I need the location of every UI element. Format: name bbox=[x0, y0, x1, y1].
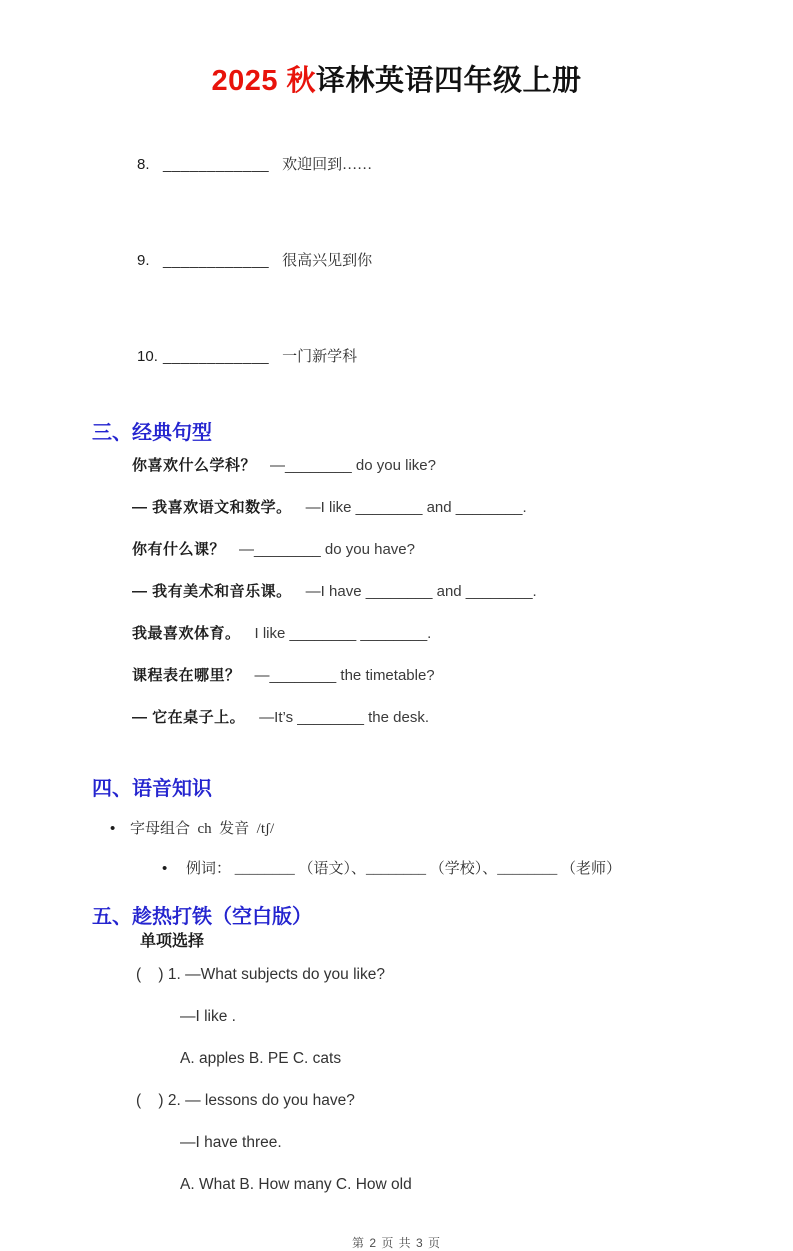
question-2-options: A. What B. How many C. How old bbox=[180, 1176, 412, 1193]
sentence-line-3 bbox=[0, 540, 793, 582]
section5-heading: 五、趁热打铁（空白版） bbox=[92, 906, 312, 928]
question-1-options: A. apples B. PE C. cats bbox=[180, 1050, 342, 1067]
english-fill-blank: —I have ________ and ________. bbox=[305, 583, 537, 600]
item-number: 9. bbox=[137, 252, 150, 269]
chinese-prompt: 我最喜欢体育。 bbox=[132, 625, 241, 642]
bullet-icon: • bbox=[162, 860, 168, 877]
sentence-line-5 bbox=[0, 624, 793, 666]
answer-blank: ____________ bbox=[163, 252, 270, 269]
english-fill-blank: —I like ________ and ________. bbox=[305, 499, 527, 516]
chinese-prompt: — 我喜欢语文和数学。 bbox=[132, 499, 292, 516]
english-fill-blank: —It’s ________ the desk. bbox=[259, 709, 430, 726]
chinese-prompt: 你喜欢什么学科？ bbox=[132, 457, 257, 474]
english-fill-blank: —________ the timetable? bbox=[254, 667, 435, 684]
item-chinese-hint: 欢迎回到…… bbox=[282, 157, 373, 173]
vocab-item-9 bbox=[112, 213, 793, 309]
chinese-prompt: 你有什么课？ bbox=[132, 541, 226, 558]
page-title bbox=[0, 62, 793, 100]
sentence-line-6 bbox=[0, 666, 793, 708]
english-fill-blank: —________ do you have? bbox=[239, 541, 415, 558]
sentence-pattern-list bbox=[0, 456, 793, 750]
phonics-examples-bullet bbox=[0, 860, 793, 878]
bullet-icon: • bbox=[110, 820, 116, 837]
question-1-reply: —I like . bbox=[180, 1008, 236, 1025]
title-book-name: 译林英语四年级上册 bbox=[316, 65, 582, 97]
answer-blank: ____________ bbox=[163, 156, 270, 173]
page-number-footer: 第 2 页 共 3 页 bbox=[351, 1236, 442, 1250]
phonics-rule-bullet bbox=[0, 820, 793, 838]
english-fill-blank: —________ do you like? bbox=[270, 457, 436, 474]
vocab-item-10 bbox=[112, 309, 793, 405]
multiple-choice-list bbox=[0, 965, 793, 1217]
question-2-reply: —I have three. bbox=[180, 1134, 282, 1151]
sentence-line-2 bbox=[0, 498, 793, 540]
chinese-prompt: 课程表在哪里？ bbox=[132, 667, 241, 684]
chinese-prompt: — 我有美术和音乐课。 bbox=[132, 583, 292, 600]
english-fill-blank: I like ________ ________. bbox=[254, 625, 432, 642]
item-number: 10. bbox=[137, 348, 158, 365]
question-1-prompt: ( ) 1. —What subjects do you like? bbox=[136, 966, 385, 983]
question-2-prompt: ( ) 2. — lessons do you have? bbox=[136, 1092, 355, 1109]
answer-blank: ____________ bbox=[163, 348, 270, 365]
sentence-line-7 bbox=[0, 708, 793, 750]
chinese-prompt: — 它在桌子上。 bbox=[132, 709, 246, 726]
phonics-rule-text: 字母组合 ch 发音 /tʃ/ bbox=[130, 821, 275, 837]
section4-heading: 四、语音知识 bbox=[92, 778, 212, 800]
phonics-examples-text: 例词： ________ （语文）、________ （学校）、________ （老师） bbox=[186, 861, 622, 877]
section3-heading: 三、经典句型 bbox=[92, 422, 212, 444]
title-year-season: 2025 秋 bbox=[211, 65, 317, 97]
exercise-type-label: 单项选择 bbox=[140, 933, 205, 950]
item-chinese-hint: 很高兴见到你 bbox=[282, 253, 373, 269]
item-chinese-hint: 一门新学科 bbox=[282, 349, 358, 365]
sentence-line-4 bbox=[0, 582, 793, 624]
vocab-list bbox=[0, 117, 793, 405]
vocab-item-8 bbox=[112, 117, 793, 213]
item-number: 8. bbox=[137, 156, 150, 173]
sentence-line-1 bbox=[0, 456, 793, 498]
